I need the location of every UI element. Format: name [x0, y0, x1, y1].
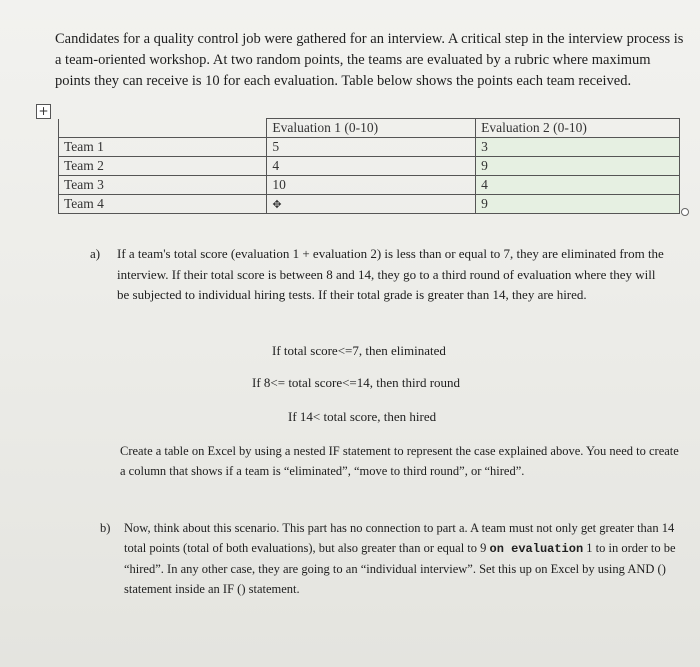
- table-add-icon[interactable]: +: [36, 104, 51, 119]
- team-cell[interactable]: Team 4: [59, 195, 267, 214]
- eval2-cell[interactable]: 4: [476, 176, 680, 195]
- team-cell[interactable]: Team 3: [59, 176, 267, 195]
- eval2-cell[interactable]: 9: [476, 195, 680, 214]
- part-a-label: a): [90, 246, 101, 261]
- part-a-text: If a team's total score (evaluation 1 + evaluation 2) is less than or equal to 7, they are eliminated from the interview. If their total score is between 8 and 14, they go to a third round of evaluation where they will be subjected to individual hiring tests. If their total grade is greater than 14, they are hired.: [117, 246, 664, 302]
- eval1-cell[interactable]: 5: [267, 138, 476, 157]
- part-b-bold-text: on evaluation: [489, 542, 584, 556]
- table-row: [59, 195, 680, 214]
- table-resize-handle[interactable]: [681, 208, 689, 216]
- team-cell[interactable]: Team 2: [59, 157, 267, 176]
- mouse-cursor-icon: ✥: [272, 199, 282, 211]
- rule-third-round: If 8<= total score<=14, then third round: [252, 375, 461, 390]
- part-b-text: Now, think about this scenario. This part has no connection to part a. A team must not only get greater than 14 total points (total of both evaluations), but also greater than or equal to 9 on evaluation 1 to in order to be “hired”. In any other case, they are going to an “individual interview”. Set this up on Excel by using AND () statement inside an IF () statement.: [124, 521, 676, 596]
- eval2-cell[interactable]: 3: [476, 138, 680, 157]
- part-b: [100, 518, 680, 599]
- team-cell[interactable]: Team 1: [59, 138, 267, 157]
- table-row: [59, 176, 680, 195]
- eval2-cell[interactable]: 9: [476, 157, 680, 176]
- eval1-cell[interactable]: 10: [267, 176, 476, 195]
- part-a-instructions: Create a table on Excel by using a nested IF statement to represent the case explained above. You need to create a column that shows if a team is “eliminated”, “move to third round”, or “hired”.: [120, 444, 679, 478]
- rule-eliminated: If total score<=7, then eliminated: [272, 343, 446, 358]
- header-blank: [59, 119, 267, 138]
- intro-paragraph: Candidates for a quality control job were gathered for an interview. A critical step in the interview process is a team-oriented workshop. At two random points, the teams are evaluated by a rubric where maximum points they can receive is 10 for each evaluation. Table below shows the points each team received.: [55, 30, 684, 89]
- table-row: [59, 138, 680, 157]
- header-evaluation-2: Evaluation 2 (0-10): [476, 119, 680, 138]
- part-b-label: b): [100, 521, 111, 535]
- rule-hired: If 14< total score, then hired: [288, 409, 437, 424]
- eval1-cell[interactable]: [267, 195, 476, 214]
- header-evaluation-1: Evaluation 1 (0-10): [267, 119, 476, 138]
- table-row: [59, 157, 680, 176]
- scores-table: [58, 118, 680, 214]
- table-header-row: [59, 119, 680, 138]
- eval1-cell[interactable]: 4: [267, 157, 476, 176]
- part-a: [90, 244, 670, 306]
